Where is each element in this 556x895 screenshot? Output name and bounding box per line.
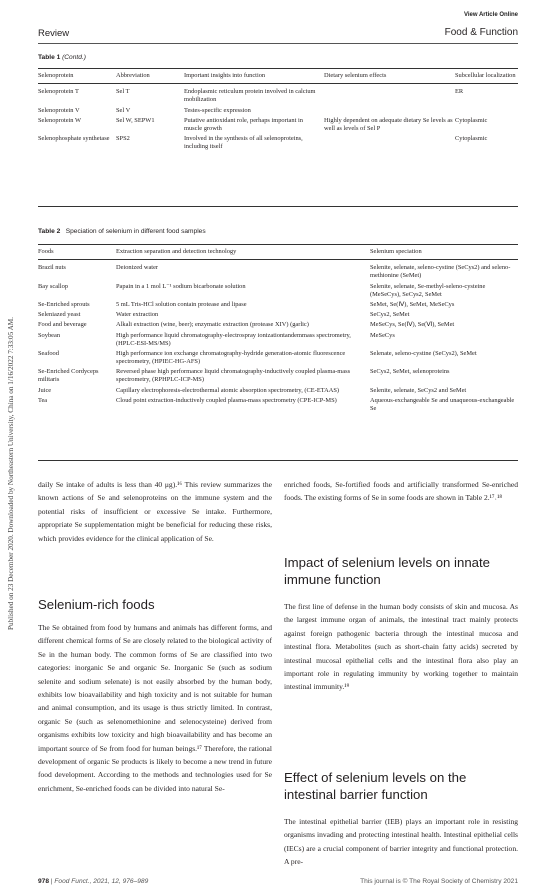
table-cell: Reversed phase high performance liquid chromatography-inductively coupled plasma-mass spectrometry, (RPHPLC-ICP-MS) bbox=[116, 368, 351, 384]
download-notice-text: Published on 23 December 2020. Downloaded by Northeastern University, China on 1/16/2022 7:33:05 AM. bbox=[7, 317, 15, 630]
table-row bbox=[38, 264, 518, 282]
table-cell: Sel W, SEPW1 bbox=[116, 116, 155, 124]
table-row bbox=[38, 332, 518, 350]
table-cell: High performance ion exchange chromatography-hydride generation-atomic fluorescence spectrometry, (HPIEC-HG-AFS) bbox=[116, 349, 346, 366]
table2-col-header: Extraction separation and detection technology bbox=[116, 248, 237, 255]
header-rule bbox=[38, 43, 518, 44]
table1-col-header: Subcellular localization bbox=[455, 72, 516, 79]
table-row bbox=[38, 117, 518, 135]
table-cell: SeMet, Se(Ⅳ), SeMet, MeSeCys bbox=[370, 300, 455, 308]
table-cell bbox=[324, 88, 455, 106]
table-row bbox=[38, 283, 518, 301]
table-row bbox=[38, 107, 518, 117]
table-cell: Se-Enriched sprouts bbox=[38, 300, 90, 308]
table-cell: Papain in a 1 mol L⁻¹ sodium bicarbonate solution bbox=[116, 282, 246, 290]
table2-top-rule bbox=[38, 244, 518, 245]
table-cell: Alkali extraction (wine, beer); enzymatic extraction (protease XIV) (garlic) bbox=[116, 321, 309, 329]
table-cell: Selenoprotein W bbox=[38, 116, 82, 124]
table-cell: Juice bbox=[38, 386, 52, 394]
table-cell: Putative antioxidant role, perhaps important in muscle growth bbox=[184, 116, 303, 132]
table2-caption-label: Table 2 bbox=[38, 228, 61, 235]
footer-citation: 978 | Food Funct., 2021, 12, 976–989 bbox=[38, 878, 149, 885]
table-cell: Soybean bbox=[38, 331, 61, 339]
paragraph: daily Se intake of adults is less than 40 μg).¹⁶ This review summarizes the known actions of Se and selenoproteins on the immune system and the potential risks of insufficient or excessive Se intake. Furthermore, appropriate Se supplementation might be beneficial for reducing these risks, which provides evidence for the clinical application of Se. bbox=[38, 480, 272, 543]
footer-rights: This journal is © The Royal Society of Chemistry 2021 bbox=[360, 878, 518, 885]
table-cell: Capillary electrophoresis-electrothermal atomic absorption spectrometry, (CE-ETAAS) bbox=[116, 386, 340, 394]
table2-caption-text: Speciation of selenium in different food samples bbox=[65, 228, 206, 235]
heading-intestinal-barrier: Effect of selenium levels on the intestinal barrier function bbox=[284, 770, 467, 802]
table-row bbox=[38, 368, 518, 386]
table-cell bbox=[324, 107, 455, 117]
table-cell: Seafood bbox=[38, 349, 59, 357]
table1-col-header: Abbreviation bbox=[116, 72, 150, 79]
journal-citation: Food Funct., 2021, 12, 976–989 bbox=[54, 878, 149, 885]
table1-caption-text: (Contd.) bbox=[62, 54, 86, 61]
table1-col-header: Dietary selenium effects bbox=[324, 72, 387, 79]
table-cell: Endoplasmic reticulum protein involved in calcium mobilization bbox=[184, 88, 316, 104]
table-cell: Highly dependent on adequate dietary Se levels as well as levels of Sel P bbox=[324, 116, 453, 132]
table-row bbox=[38, 311, 518, 321]
table-cell bbox=[324, 135, 455, 153]
table1-col-header: Selenoprotein bbox=[38, 72, 74, 79]
table-cell: Selenite, selenate, seleno-cystine (SeCys2) and seleno-methionine (SeMet) bbox=[370, 264, 511, 280]
table-cell: Sel T bbox=[116, 88, 130, 96]
left-column-para-2 bbox=[38, 621, 272, 795]
table-cell: Selenate, seleno-cystine (SeCys2), SeMet bbox=[370, 349, 477, 357]
view-article-online-link[interactable]: View Article Online bbox=[463, 12, 518, 18]
paragraph: enriched foods, Se-fortified foods and artificially transformed Se-enriched foods. The existing forms of Se in some foods are shown in Table 2.¹⁷˒¹⁸ bbox=[284, 480, 518, 503]
table-cell: MeSeCys bbox=[370, 331, 395, 339]
download-notice-sidebar bbox=[2, 160, 15, 630]
heading-selenium-rich-foods: Selenium-rich foods bbox=[38, 597, 155, 612]
left-column-para-1 bbox=[38, 478, 272, 545]
table-cell: Bay scallop bbox=[38, 282, 68, 290]
table-cell: SeCys2, SeMet bbox=[370, 311, 410, 319]
table1-header-row bbox=[38, 71, 518, 83]
section-label: Review bbox=[38, 28, 70, 39]
table-row bbox=[38, 301, 518, 311]
table2 bbox=[38, 247, 518, 415]
table-cell: Tea bbox=[38, 396, 48, 404]
table-row bbox=[38, 387, 518, 397]
table-cell: Sel V bbox=[116, 106, 131, 114]
right-column-para-1 bbox=[284, 478, 518, 505]
table1-header-rule bbox=[38, 83, 518, 84]
table-cell: Seleniazed yeast bbox=[38, 311, 81, 319]
table-cell: Selenoprotein T bbox=[38, 88, 79, 96]
right-column-para-3 bbox=[284, 815, 518, 869]
journal-name: Food & Function bbox=[444, 27, 518, 38]
table2-header-rule bbox=[38, 259, 518, 260]
table-row bbox=[38, 350, 518, 368]
table-cell: Aqueous-exchangeable Se and unaqueous-exchangeable Se bbox=[370, 396, 515, 412]
paragraph: The first line of defense in the human body consists of skin and mucosa. As the largest immune organ of animals, the intestinal tract mainly protects against foreign pathogenic bacteria through the intestinal mucosa and intestinal flora. Metabolites (such as short-chain fatty acids) secreted by intestinal mucosal epithelial cells and the intestinal flora also play an important role in regulating immunity by working together to maintain intestinal immunity.¹⁹ bbox=[284, 602, 518, 692]
table1-top-rule bbox=[38, 68, 518, 69]
table-cell: Selenite, selenate, SeCys2 and SeMet bbox=[370, 386, 467, 394]
table-cell: MeSeCys, Se(Ⅳ), Se(Ⅵ), SeMet bbox=[370, 321, 455, 329]
paragraph: The intestinal epithelial barrier (IEB) plays an important role in resisting organisms invading and protecting intestinal health. Intestinal epithelial cells (IECs) are a crucial component of barrier integrity and functional protection. A pre- bbox=[284, 817, 518, 867]
table1-bottom-rule bbox=[38, 206, 518, 207]
table-cell: Deionized water bbox=[116, 264, 159, 272]
table-cell bbox=[455, 107, 518, 117]
table-cell: Food and beverage bbox=[38, 321, 87, 329]
table-cell: SPS2 bbox=[116, 135, 130, 143]
table-cell: Se-Enriched Cordyceps militaris bbox=[38, 368, 99, 384]
table2-col-header: Selenium speciation bbox=[370, 248, 422, 255]
table2-col-header: Foods bbox=[38, 248, 54, 255]
table-cell: High performance liquid chromatography-electrospray ionizationtandemmass spectrometry, (HPLC-ESI-MS/MS) bbox=[116, 331, 351, 347]
table-cell: Cytoplasmic bbox=[455, 116, 488, 124]
table2-bottom-rule bbox=[38, 460, 518, 461]
table1 bbox=[38, 71, 518, 154]
table-row bbox=[38, 397, 518, 415]
table-cell: Brazil nuts bbox=[38, 264, 66, 272]
table-cell: Involved in the synthesis of all selenoproteins, including itself bbox=[184, 135, 303, 151]
table-row bbox=[38, 321, 518, 331]
table-row bbox=[38, 88, 518, 106]
table1-col-header: Important insights into function bbox=[184, 72, 266, 79]
table1-caption bbox=[38, 54, 86, 61]
table-cell: Selenoprotein V bbox=[38, 106, 80, 114]
table-cell: Cytoplasmic bbox=[455, 135, 488, 143]
table-cell: ER bbox=[455, 88, 464, 96]
table-cell: Water extraction bbox=[116, 311, 159, 319]
table1-caption-label: Table 1 bbox=[38, 54, 61, 61]
heading-innate-immune-function: Impact of selenium levels on innate immune function bbox=[284, 555, 490, 587]
table-cell: Testes-specific expression bbox=[184, 106, 251, 114]
table-cell: Selenite, selenate, Se-methyl-seleno-cysteine (MeSeCys), SeCys2, SeMet bbox=[370, 282, 486, 298]
table-cell: SeCys2, SeMet, selenoproteins bbox=[370, 368, 450, 376]
table-cell: 5 mL Tris-HCl solution contain protease and lipase bbox=[116, 300, 247, 308]
table-row bbox=[38, 135, 518, 153]
right-column-para-2 bbox=[284, 600, 518, 694]
table-cell: Selenophosphate synthetase bbox=[38, 135, 110, 143]
table-cell: Cloud point extraction-inductively coupled plasma-mass spectrometry (CPE-ICP-MS) bbox=[116, 396, 337, 404]
table2-caption bbox=[38, 228, 206, 235]
table2-header-row bbox=[38, 247, 518, 259]
paragraph: The Se obtained from food by humans and animals has different forms, and different chemical forms of Se are closely related to the biological activity of Se in the human body. The common forms of Se are classified into two categories: inorganic Se and organic Se. Inorganic Se (such as sodium selenite and sodium selenate) is not easily absorbed by the human body, exhibits low bioavailability and high toxicity and is not suitable for human and animal consumption, and its usage is thus strictly limited. In contrast, organic Se (such as selenomethionine and selenocysteine) derived from organisms exhibits low toxicity and high bioavailability and has become an important source of Se from food for human beings.¹⁷ Therefore, the rational development of organic Se products is likely to become a new trend in future food development. According to the methods and technologies used for Se enrichment, Se-enriched foods can be divided into natural Se- bbox=[38, 623, 272, 793]
page-number: 978 bbox=[38, 878, 50, 885]
